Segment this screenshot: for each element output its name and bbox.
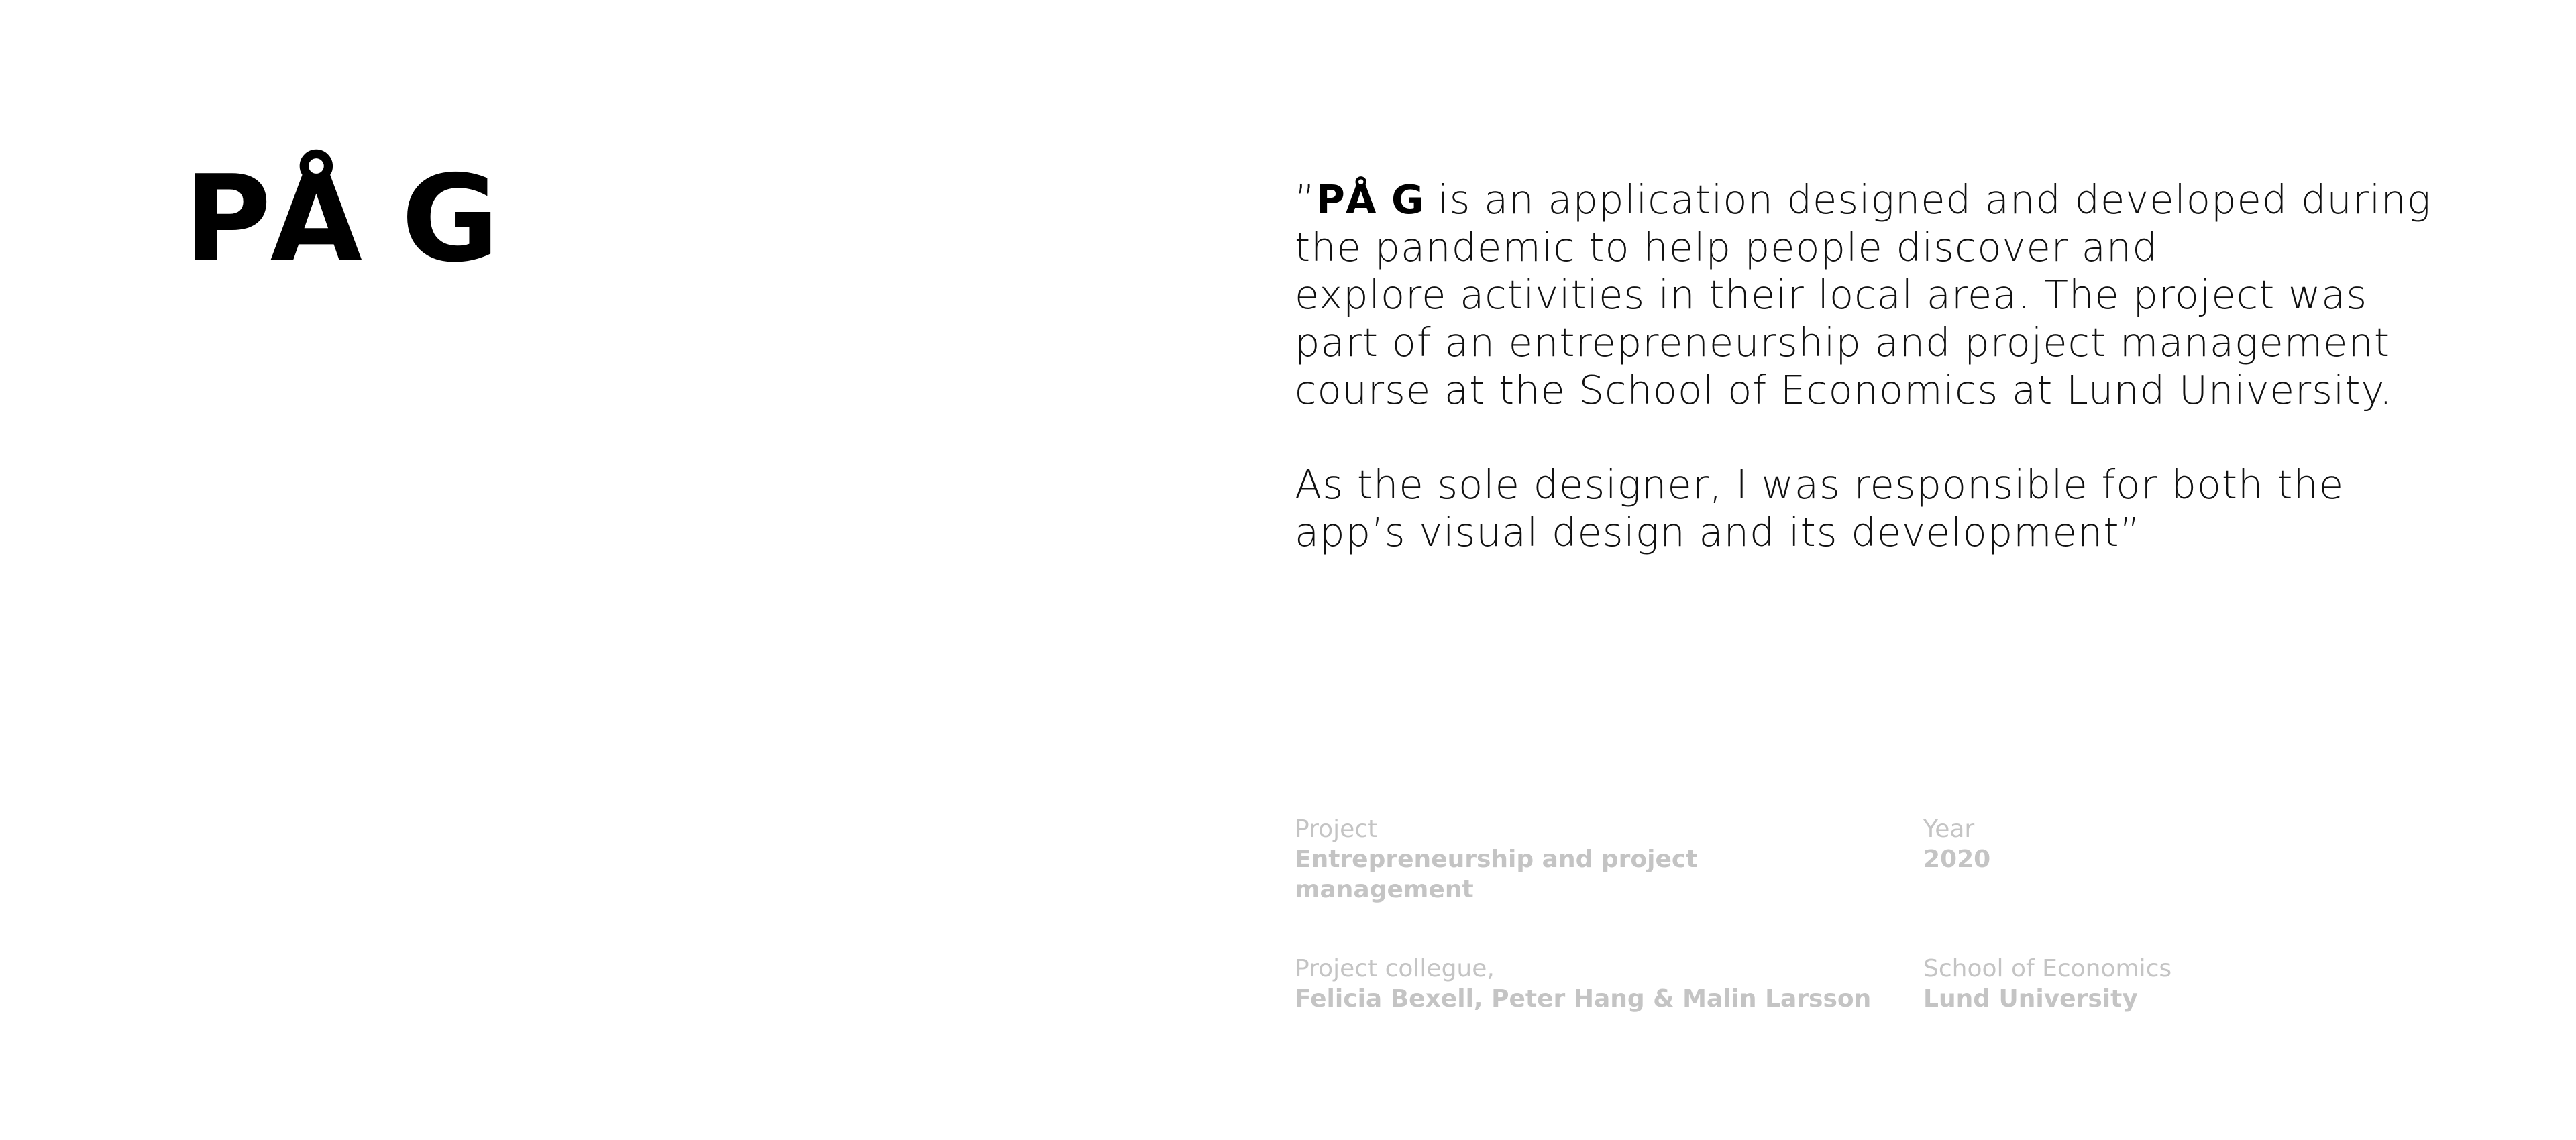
meta-colleagues (1295, 954, 1898, 1014)
meta-school-label: School of Economics (1923, 955, 2172, 982)
meta-project-value: management (1295, 876, 1474, 903)
description-line: the pandemic to help people discover and (1295, 224, 2158, 270)
description-line: course at the School of Economics at Lund University. (1295, 367, 2393, 413)
description-text: is an application designed and developed during (1424, 176, 2432, 223)
description-line: explore activities in their local area. The project was (1295, 272, 2368, 318)
meta-project-value: Entrepreneurship and project (1295, 846, 1698, 873)
meta-colleagues-value: Felicia Bexell, Peter Hang & Malin Larsson (1295, 985, 1872, 1013)
project-name: PÅ G (1316, 176, 1425, 223)
quote-mark: ” (1295, 176, 1316, 223)
description-paragraph-1 (1295, 176, 2489, 414)
meta-project-label: Project (1295, 815, 1378, 843)
meta-school (1923, 954, 2393, 1014)
meta-project (1295, 814, 1764, 905)
description-line: app’s visual design and its development” (1295, 509, 2141, 555)
description-line: part of an entrepreneurship and project management (1295, 319, 2391, 365)
meta-year-label: Year (1923, 815, 1975, 843)
description-line (1295, 176, 2489, 223)
meta-colleagues-label: Project collegue, (1295, 955, 1495, 982)
meta-year (1923, 814, 2393, 874)
meta-year-value: 2020 (1923, 846, 1991, 873)
meta-school-value: Lund University (1923, 985, 2138, 1013)
project-description (1295, 176, 2489, 556)
description-paragraph-2 (1295, 461, 2489, 556)
page-title: PÅ G (184, 150, 498, 288)
description-line: As the sole designer, I was responsible for both the (1295, 461, 2345, 508)
